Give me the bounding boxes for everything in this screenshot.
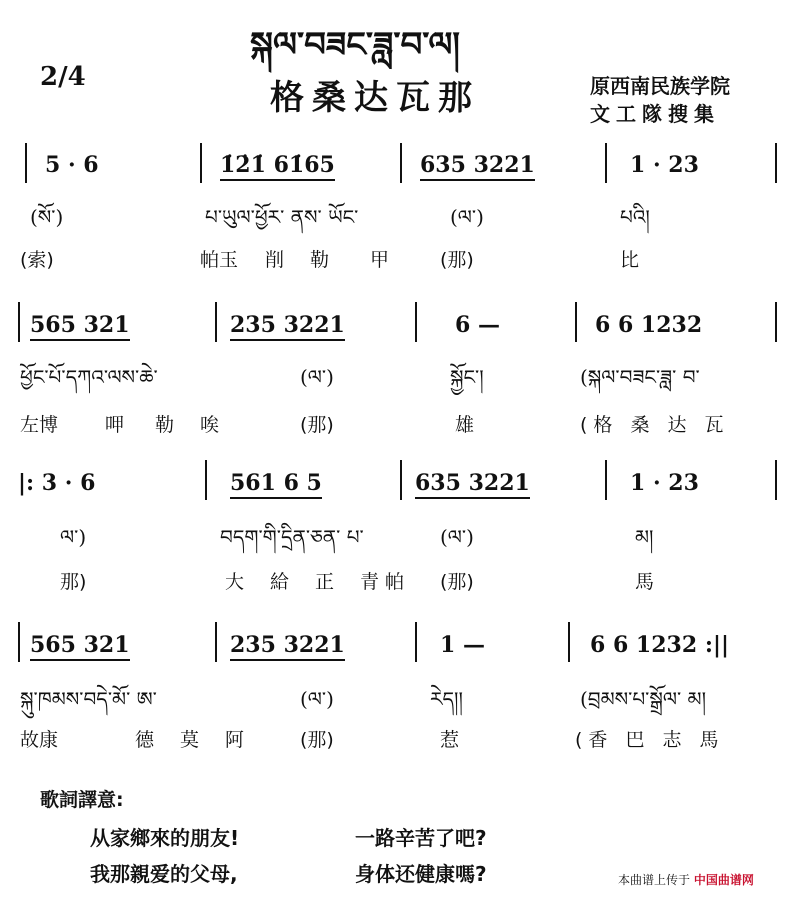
page-title: 格桑达瓦那 [270, 78, 480, 118]
watermark-brand: 中国曲谱网 [693, 873, 754, 887]
chinese-lyric: 甲 [370, 249, 390, 271]
translation-line: 一路辛苦了吧? [355, 826, 487, 850]
tibetan-lyric: (ལ་) [300, 687, 334, 711]
watermark-prefix: 本曲谱上传于 [618, 873, 691, 887]
chinese-lyric: (那) [300, 729, 334, 751]
measure: 565 321 [30, 632, 130, 661]
chinese-lyric: 故康 [20, 729, 59, 751]
chinese-lyric: (那) [440, 249, 474, 271]
chinese-lyric: 勒 [155, 414, 175, 436]
measure: 6 6 1232 :|| [590, 632, 729, 658]
chinese-lyric: (格 桑 达 瓦 [580, 414, 730, 436]
tibetan-lyric: བདག་གི་དྲིན་ཅན་ པ་ [220, 525, 364, 549]
chinese-lyric: 給 [270, 571, 290, 593]
tibetan-lyric: (སོ་) [30, 205, 64, 229]
chinese-lyric: 大 [225, 571, 245, 593]
measure: 565 321 [30, 312, 130, 341]
chinese-lyric: 帕玉 [200, 249, 239, 271]
measure: 6 — [455, 312, 500, 338]
chinese-lyric: 正 [315, 571, 335, 593]
time-signature: 2/4 [40, 62, 86, 92]
chinese-lyric: (那) [300, 414, 334, 436]
translation-line: 身体还健康嗎? [355, 862, 487, 886]
chinese-lyric: (香 巴 志 馬 [575, 729, 725, 751]
measure: 235 3221 [230, 312, 345, 341]
tibetan-title: སྐལ་བཟང་ཟླ་བ་ལ། [250, 25, 460, 65]
tibetan-lyric: ཕྱོང་པོ་དཀའ་ལས་ཆེ་ [20, 365, 158, 389]
measure: 1̇2̇1̇ 61̇65 [220, 152, 335, 181]
tibetan-lyric: (བྲམས་པ་སྒྲོལ་ མ། [580, 687, 707, 711]
chinese-lyric: 阿 [225, 729, 245, 751]
tibetan-lyric: རེད།། [430, 687, 463, 711]
tibetan-lyric: ལ་) [60, 525, 87, 549]
chinese-lyric: 左博 [20, 414, 59, 436]
credit-line: 原西南民族学院 [590, 74, 730, 98]
tibetan-lyric: (ལ་) [450, 205, 484, 229]
tibetan-lyric: (ལ་) [440, 525, 474, 549]
chinese-lyric: 削 [265, 249, 285, 271]
chinese-lyric: (那) [440, 571, 474, 593]
measure: 1 — [440, 632, 485, 658]
tibetan-lyric: པའི། [620, 205, 650, 229]
measure: 6 6 1232 [595, 312, 703, 338]
translation-heading: 歌詞譯意: [40, 789, 124, 811]
credit-line: 文工隊搜集 [590, 102, 720, 126]
chinese-lyric: 比 [620, 249, 640, 271]
chinese-lyric: 雄 [455, 414, 475, 436]
measure: 1 · 23 [630, 152, 699, 178]
tibetan-lyric: (སྐལ་བཟང་ཟླ་ བ་ [580, 365, 700, 389]
chinese-lyric: 勒 [310, 249, 330, 271]
tibetan-lyric: (ལ་) [300, 365, 334, 389]
chinese-lyric: 唉 [200, 414, 220, 436]
measure: 635 3221 [415, 470, 530, 499]
chinese-lyric: 馬 [635, 571, 655, 593]
translation-line: 从家鄉來的朋友! [90, 826, 240, 850]
measure: |: 3 · 6 [18, 470, 96, 496]
tibetan-lyric: པ་ཡུལ་ཕྱོར་ ནས་ ཡོང་ [205, 205, 359, 229]
watermark [618, 871, 754, 888]
measure: 235 3221 [230, 632, 345, 661]
chinese-lyric: 青 [360, 571, 380, 593]
measure: 1 · 23 [630, 470, 699, 496]
tibetan-lyric: སྐུ་ཁམས་བདེ་མོ་ ཨ་ [20, 687, 157, 711]
measure: 635 3221 [420, 152, 535, 181]
tibetan-lyric: མ། [635, 525, 654, 549]
chinese-lyric: (索) [20, 249, 54, 271]
chinese-lyric: 呷 [105, 414, 125, 436]
chinese-lyric: 惹 [440, 729, 460, 751]
chinese-lyric: 帕 [385, 571, 405, 593]
measure: 5 · 6 [45, 152, 99, 178]
translation-line: 我那親爱的父母, [90, 862, 238, 886]
chinese-lyric: 那) [60, 571, 87, 593]
measure: 561 6 5 [230, 470, 322, 499]
chinese-lyric: 德 [135, 729, 155, 751]
tibetan-lyric: སྐྱོང་། [450, 365, 484, 389]
chinese-lyric: 莫 [180, 729, 200, 751]
